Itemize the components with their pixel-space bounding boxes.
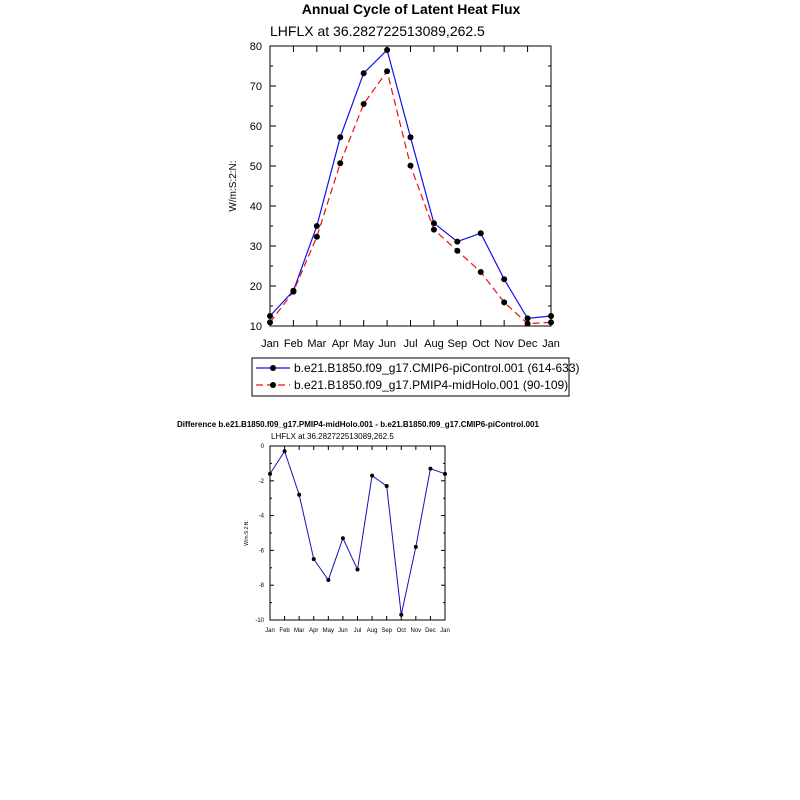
data-point (454, 239, 460, 245)
x-tick-label: Mar (293, 628, 305, 634)
x-tick-label: Apr (331, 338, 349, 350)
data-point (341, 536, 345, 540)
data-point (290, 289, 296, 295)
data-point (314, 223, 320, 229)
data-point (337, 160, 343, 166)
x-tick-label: Dec (517, 338, 538, 350)
x-tick-label: Jul (353, 628, 362, 634)
chart-subtitle: LHFLX at 36.282722513089,262.5 (270, 23, 485, 39)
data-point (312, 557, 316, 561)
x-tick-label: Mar (307, 338, 327, 350)
series-line-2 (270, 71, 551, 323)
diff-chart-subtitle: LHFLX at 36.282722513089,262.5 (271, 432, 394, 441)
x-tick-label: Jan (261, 338, 279, 350)
data-point (267, 319, 273, 325)
data-point (501, 299, 507, 305)
x-tick-label: Aug (424, 338, 444, 350)
data-point (268, 472, 272, 476)
series-line-1 (270, 451, 445, 615)
y-tick-label: 20 (249, 281, 262, 293)
data-point (384, 47, 390, 53)
axis-ticks (250, 41, 560, 350)
x-tick-label: Dec (425, 628, 436, 634)
x-tick-label: Nov (494, 338, 514, 350)
data-point (548, 319, 554, 325)
x-tick-label: May (353, 338, 375, 350)
x-tick-label: Jan (440, 628, 450, 634)
y-tick-label: 60 (249, 121, 262, 133)
x-tick-label: Sep (447, 338, 468, 350)
legend (252, 358, 580, 396)
data-point (431, 227, 437, 233)
data-point (501, 276, 507, 282)
y-tick-label: 40 (249, 201, 262, 213)
data-point (548, 313, 554, 319)
data-point (428, 467, 432, 471)
legend-label-2: b.e21.B1850.f09_g17.PMIP4-midHolo.001 (90-109) (294, 378, 569, 392)
data-point (384, 68, 390, 74)
x-tick-label: Feb (283, 338, 303, 350)
data-point (478, 269, 484, 275)
y-tick-label: -4 (258, 513, 264, 520)
x-tick-label: Jan (265, 628, 275, 634)
x-tick-label: Aug (366, 628, 378, 634)
main-chart (228, 1, 560, 350)
data-point (399, 613, 403, 617)
y-axis-label: W/m:S:2:N: (228, 160, 239, 212)
y-tick-label: 30 (249, 241, 262, 253)
x-tick-label: Nov (410, 628, 422, 634)
diff-axis-ticks (255, 444, 450, 634)
data-point (478, 230, 484, 236)
plot-frame (270, 46, 551, 326)
x-tick-label: Sep (381, 628, 393, 634)
y-tick-label: -6 (258, 548, 264, 555)
data-point (454, 248, 460, 254)
data-point (525, 321, 531, 327)
chart-title: Annual Cycle of Latent Heat Flux (301, 1, 521, 17)
data-point (326, 578, 330, 582)
y-tick-label: 10 (249, 321, 262, 333)
x-tick-label: Oct (396, 628, 406, 634)
x-tick-label: Oct (472, 338, 490, 350)
y-tick-label: 50 (249, 161, 262, 173)
x-tick-label: Jan (542, 338, 560, 350)
data-point (408, 134, 414, 140)
diff-series-group (268, 449, 447, 617)
legend-marker-1 (270, 365, 276, 371)
data-point (297, 493, 301, 497)
diff-chart-title: Difference b.e21.B1850.f09_g17.PMIP4-midHolo.001 - b.e21.B1850.f09_g17.CMIP6-piControl.001 (177, 420, 539, 429)
data-point (443, 472, 447, 476)
data-point (283, 449, 287, 453)
legend-marker-2 (270, 382, 276, 388)
data-point (337, 134, 343, 140)
data-point (361, 101, 367, 107)
difference-chart (177, 420, 539, 634)
x-tick-label: Jul (403, 338, 418, 350)
y-tick-label: -10 (255, 618, 264, 624)
data-point (370, 474, 374, 478)
x-tick-label: Apr (309, 628, 319, 634)
y-tick-label: 0 (260, 444, 264, 450)
data-point (356, 568, 360, 572)
y-tick-label: 80 (249, 41, 262, 53)
legend-label-1: b.e21.B1850.f09_g17.CMIP6-piControl.001 (614-633) (294, 361, 580, 375)
series-line-1 (270, 50, 551, 318)
y-tick-label: 70 (249, 81, 262, 93)
data-point (385, 484, 389, 488)
y-tick-label: -8 (258, 583, 264, 590)
data-point (361, 70, 367, 76)
x-tick-label: Feb (279, 628, 290, 634)
x-tick-label: Jun (338, 628, 348, 634)
data-point (314, 234, 320, 240)
diff-y-axis-label: W/m:S:2:N: (244, 520, 250, 546)
series-group (267, 47, 554, 327)
data-point (414, 545, 418, 549)
y-tick-label: -2 (258, 478, 264, 485)
data-point (267, 313, 273, 319)
x-tick-label: May (322, 628, 335, 634)
data-point (525, 315, 531, 321)
data-point (408, 163, 414, 169)
x-tick-label: Jun (378, 338, 396, 350)
